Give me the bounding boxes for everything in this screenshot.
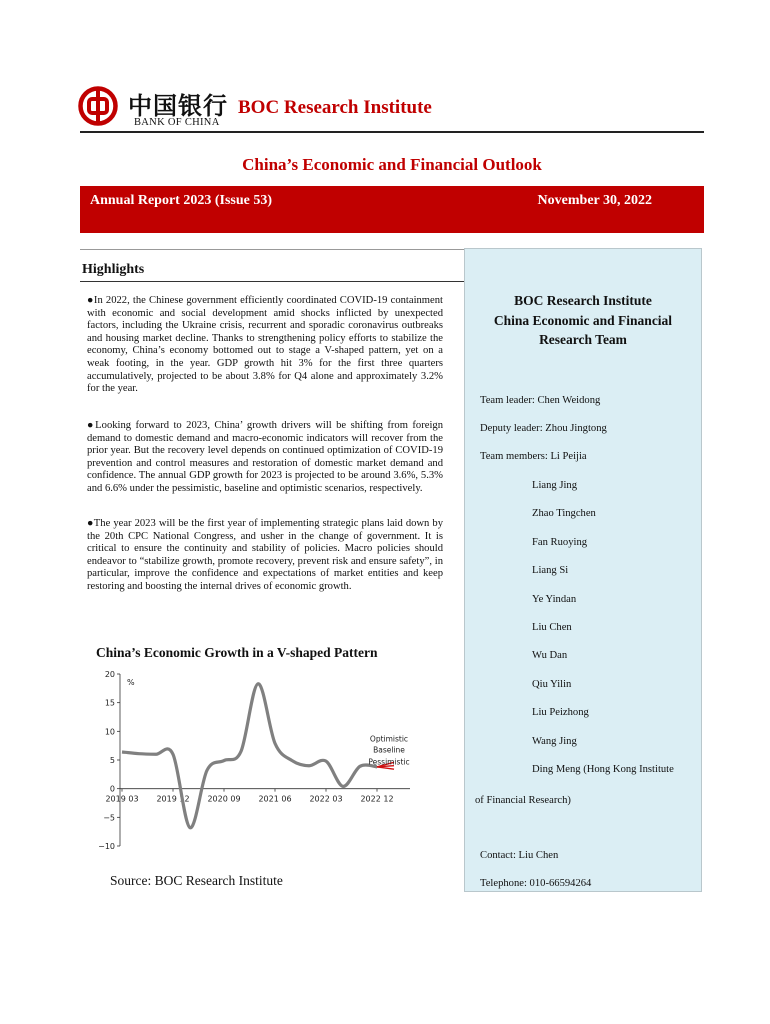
team-member: Zhao Tingchen [532, 508, 596, 520]
team-title-line: Research Team [539, 332, 627, 347]
team-member: Liang Jing [532, 480, 578, 491]
y-tick-label: −10 [98, 842, 115, 851]
team-member-continuation: of Financial Research) [475, 795, 571, 806]
team-member: Liang Si [532, 565, 569, 577]
team-title [470, 291, 696, 350]
report-issue: Annual Report 2023 (Issue 53) [90, 193, 273, 208]
y-tick-label: 0 [109, 784, 115, 794]
report-title: China’s Economic and Financial Outlook [242, 155, 542, 174]
team-title-line: China Economic and Financial [493, 312, 673, 328]
team-title-line: BOC Research Institute [514, 293, 652, 308]
growth-chart [90, 664, 435, 854]
bank-name-chinese: 中国银行 [128, 94, 228, 120]
scenario-line-pessimistic [377, 767, 394, 769]
team-member: Liu Peizhong [532, 707, 589, 719]
institute-name: BOC Research Institute [238, 97, 432, 118]
team-member: Wang Jing [532, 735, 577, 747]
y-tick-label: 5 [109, 756, 115, 765]
y-tick-label: 15 [104, 698, 115, 708]
y-tick-label: −5 [103, 813, 115, 823]
x-tick-label: 2022 12 [360, 794, 394, 804]
y-tick-label: 10 [104, 727, 115, 737]
team-member: Ye Yindan [532, 593, 577, 605]
x-tick-label: 2021 06 [258, 794, 292, 804]
x-tick-label: 2019 12 [156, 794, 190, 804]
team-member: Fan Ruoying [532, 536, 588, 548]
highlight-bullet-3: ●The year 2023 will be the first year of implementing strategic plans laid down by the 20th CPC National Congress, and usher in the change of government. It is critical to ensure the continuity and stability of policies. Macro policies should endeavor to “stabilize growth, promote recovery, prevent risk and ensure safety”, in particular, improve the confidence and expectations of market entities and keep restoring and boosting the internal drives of economic growth. [87, 518, 443, 592]
chart-title: China’s Economic Growth in a V-shaped Pattern [96, 645, 378, 660]
x-tick-label: 2020 09 [207, 794, 241, 804]
highlight-bullet-2: ●Looking forward to 2023, China’ growth drivers will be shifting from foreign demand to domestic demand and macro-economic indicators will recover from the prior year. But the recovery level depends on continued optimization of COVID-19 prevention and control measures and restoration of domestic market demand and confidence. The annual GDP growth for 2023 is projected to be around 3.6%, 5.3% and 6.6% under the pessimistic, baseline and optimistic scenarios, respectively. [87, 420, 443, 494]
divider [80, 249, 464, 250]
x-tick-label: 2019 03 [105, 794, 139, 804]
report-banner [80, 186, 704, 233]
deputy-leader: Deputy leader: Zhou Jingtong [480, 423, 607, 434]
report-date: November 30, 2022 [537, 193, 652, 208]
team-member: Wu Dan [532, 650, 568, 662]
team-leader: Team leader: Chen Weidong [480, 395, 601, 406]
team-members-label: Team members: Li Peijia [480, 451, 587, 462]
contact-name: Contact: Liu Chen [480, 850, 559, 861]
bank-of-china-logo-icon [78, 86, 118, 126]
contact-telephone: Telephone: 010-66594264 [480, 878, 592, 889]
bank-name-english: BANK OF CHINA [134, 117, 220, 128]
scenario-label: Optimistic [369, 734, 409, 744]
team-member: Qiu Yilin [532, 678, 572, 690]
highlights-heading: Highlights [82, 262, 145, 277]
highlights-rule [80, 281, 464, 282]
team-member: Liu Chen [532, 622, 572, 633]
x-tick-label: 2022 03 [309, 794, 343, 804]
y-unit-label: % [127, 678, 135, 687]
y-tick-label: 20 [104, 670, 115, 679]
team-member: Ding Meng (Hong Kong Institute [532, 764, 674, 775]
highlight-bullet-1: ●In 2022, the Chinese government efficiently coordinated COVID-19 containment with economic and social development amid shocks inflicted by unexpected factors, including the Ukraine crisis, recurrent and sporadic coronavirus outbreaks and housing market decline. Thanks to strengthening policy efforts to stabilize the economy, China’s economy bottomed out to stage a V-shaped pattern, yet on a weak footing, in the year. GDP growth hit 3% for the first three quarters accumulatively, projected to be about 3.8% for Q4 alone and approximately 3.2% for the year. [87, 295, 443, 395]
gdp-growth-line [122, 684, 377, 828]
scenario-label: Pessimistic [368, 757, 410, 767]
scenario-label: Baseline [373, 745, 405, 755]
chart-source: Source: BOC Research Institute [110, 873, 283, 888]
header-rule [80, 131, 704, 133]
